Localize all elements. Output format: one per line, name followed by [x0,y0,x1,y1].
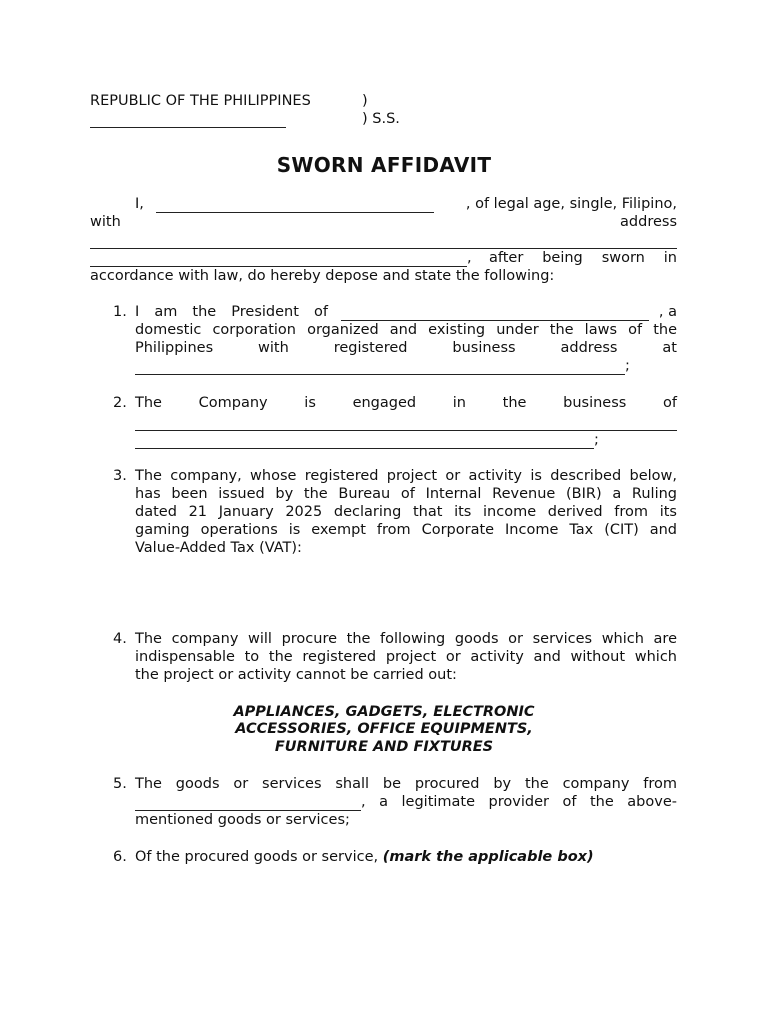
item-3-line-1: The company, whose registered project or activity is described below, [135,468,677,484]
word-being: being [542,250,583,266]
item-6-lead: Of the procured goods or service, [135,849,383,865]
item-6-text [135,849,594,865]
item-1-number: 1. [113,304,127,320]
item-5-line-1: The goods or services shall be procured by the company from [135,776,677,792]
item-3-line-3: dated 21 January 2025 declaring that its income derived from its [135,504,677,520]
venue-ss: ) S.S. [362,111,400,127]
goods-list-line-1: APPLIANCES, GADGETS, ELECTRONIC [233,704,535,720]
goods-list-line-2: ACCESSORIES, OFFICE EQUIPMENTS, [235,721,533,737]
item-1-line-3 [135,340,677,356]
word-after: after [489,250,524,266]
item-5-line-2: , a legitimate provider of the above- [361,794,677,810]
word: Philippines [135,340,214,356]
word: business [563,395,627,411]
word: registered [333,340,408,356]
address-blank-2 [90,266,467,267]
item-2-line-1 [135,395,677,411]
word: is [304,395,316,411]
word: address [560,340,618,356]
word: with [258,340,289,356]
venue-paren: ) [362,93,368,109]
item-1-line-1 [135,304,328,320]
word: President [231,304,299,320]
provider-name-blank [135,810,361,811]
item-4-line-3: the project or activity cannot be carried out: [135,667,457,683]
word: am [154,304,178,320]
word-in: in [663,250,677,266]
word: at [662,340,677,356]
business-blank-2 [135,448,594,449]
word: I [135,304,140,320]
venue-blank-line [90,127,286,128]
company-name-blank [341,320,649,321]
item-5-line-3: mentioned goods or services; [135,812,350,828]
intro-line-4: accordance with law, do hereby depose and state the following: [90,268,555,284]
item-3-line-4: gaming operations is exempt from Corporate Income Tax (CIT) and [135,522,677,538]
venue-republic: REPUBLIC OF THE PHILIPPINES [90,93,311,109]
word-sworn: sworn [601,250,645,266]
item-4-line-1: The company will procure the following goods or services which are [135,631,677,647]
word: Company [198,395,268,411]
item-2-semicolon: ; [594,432,599,448]
word: business [452,340,516,356]
word: the [502,395,527,411]
item-3-number: 3. [113,468,127,484]
word: in [452,395,466,411]
item-4-number: 4. [113,631,127,647]
item-1-semicolon: ; [625,358,630,374]
item-1-comma-a: , a [658,304,677,320]
goods-list-line-3: FURNITURE AND FIXTURES [274,739,494,755]
intro-comma: , [467,250,472,266]
word: of [663,395,677,411]
business-blank-1 [135,430,677,431]
intro-legal-age: , of legal age, single, Filipino, [465,196,677,212]
intro-i: I, [135,196,144,212]
item-2-number: 2. [113,395,127,411]
item-6-number: 6. [113,849,127,865]
intro-with: with [90,214,121,230]
word: engaged [352,395,417,411]
document-title: SWORN AFFIDAVIT [276,153,492,177]
word: of [313,304,328,320]
word: the [192,304,217,320]
item-6-mark-instruction: (mark the applicable box) [382,849,594,865]
address-blank-1 [90,248,677,249]
item-1-line-2: domestic corporation organized and existing under the laws of the [135,322,677,338]
intro-after-sworn [489,250,677,266]
intro-address: address [620,214,677,230]
item-5-number: 5. [113,776,127,792]
word: The [135,395,162,411]
item-3-line-2: has been issued by the Bureau of Internal Revenue (BIR) a Ruling [135,486,677,502]
affiant-name-blank [156,212,434,213]
item-3-line-5: Value-Added Tax (VAT): [135,540,302,556]
item-4-line-2: indispensable to the registered project or activity and without which [135,649,677,665]
business-address-blank [135,374,625,375]
